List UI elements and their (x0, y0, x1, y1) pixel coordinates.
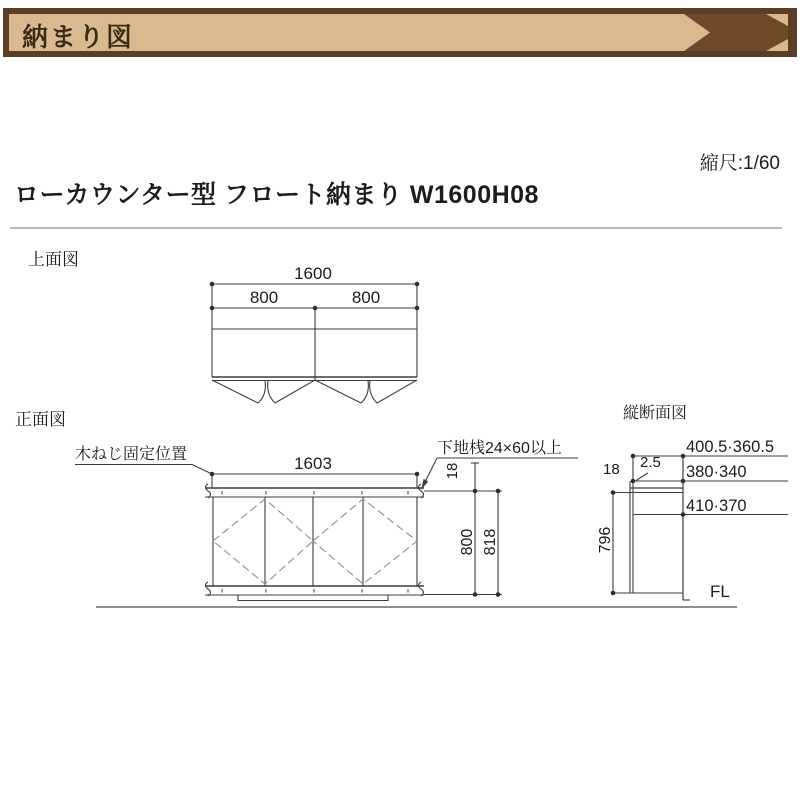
header-title: 納まり図 (22, 22, 135, 52)
backing-rail-note: 下地桟24×60以上 (437, 440, 562, 457)
dim-overall-height: 818 (482, 528, 499, 556)
section-view-label: 縦断面図 (623, 405, 688, 422)
dim-section-height: 796 (597, 526, 614, 554)
front-view-drawing (75, 458, 578, 601)
dim-counter-thickness-section: 18 (603, 461, 620, 478)
front-view-label: 正面図 (15, 410, 66, 429)
top-view-label: 上面図 (28, 250, 79, 269)
scale-label: 縮尺:1/60 (699, 153, 780, 174)
dim-left-module: 800 (249, 288, 279, 307)
dim-depth-mid: 380·340 (686, 463, 747, 481)
screw-position-note: 木ねじ固定位置 (75, 446, 188, 463)
floor-label: FL (710, 582, 730, 601)
dim-counter-thickness-front: 18 (444, 462, 461, 480)
page-title: ローカウンター型 フロート納まり W1600H08 (14, 181, 539, 209)
dim-wall-gap: 2.5 (640, 454, 661, 471)
dim-overall-width: 1600 (294, 264, 332, 283)
dim-depth-lower: 410·370 (686, 497, 747, 515)
dim-right-module: 800 (351, 288, 381, 307)
dim-depth-top: 400.5·360.5 (686, 438, 775, 456)
dim-body-height: 800 (459, 528, 476, 556)
dim-front-width: 1603 (294, 454, 332, 473)
